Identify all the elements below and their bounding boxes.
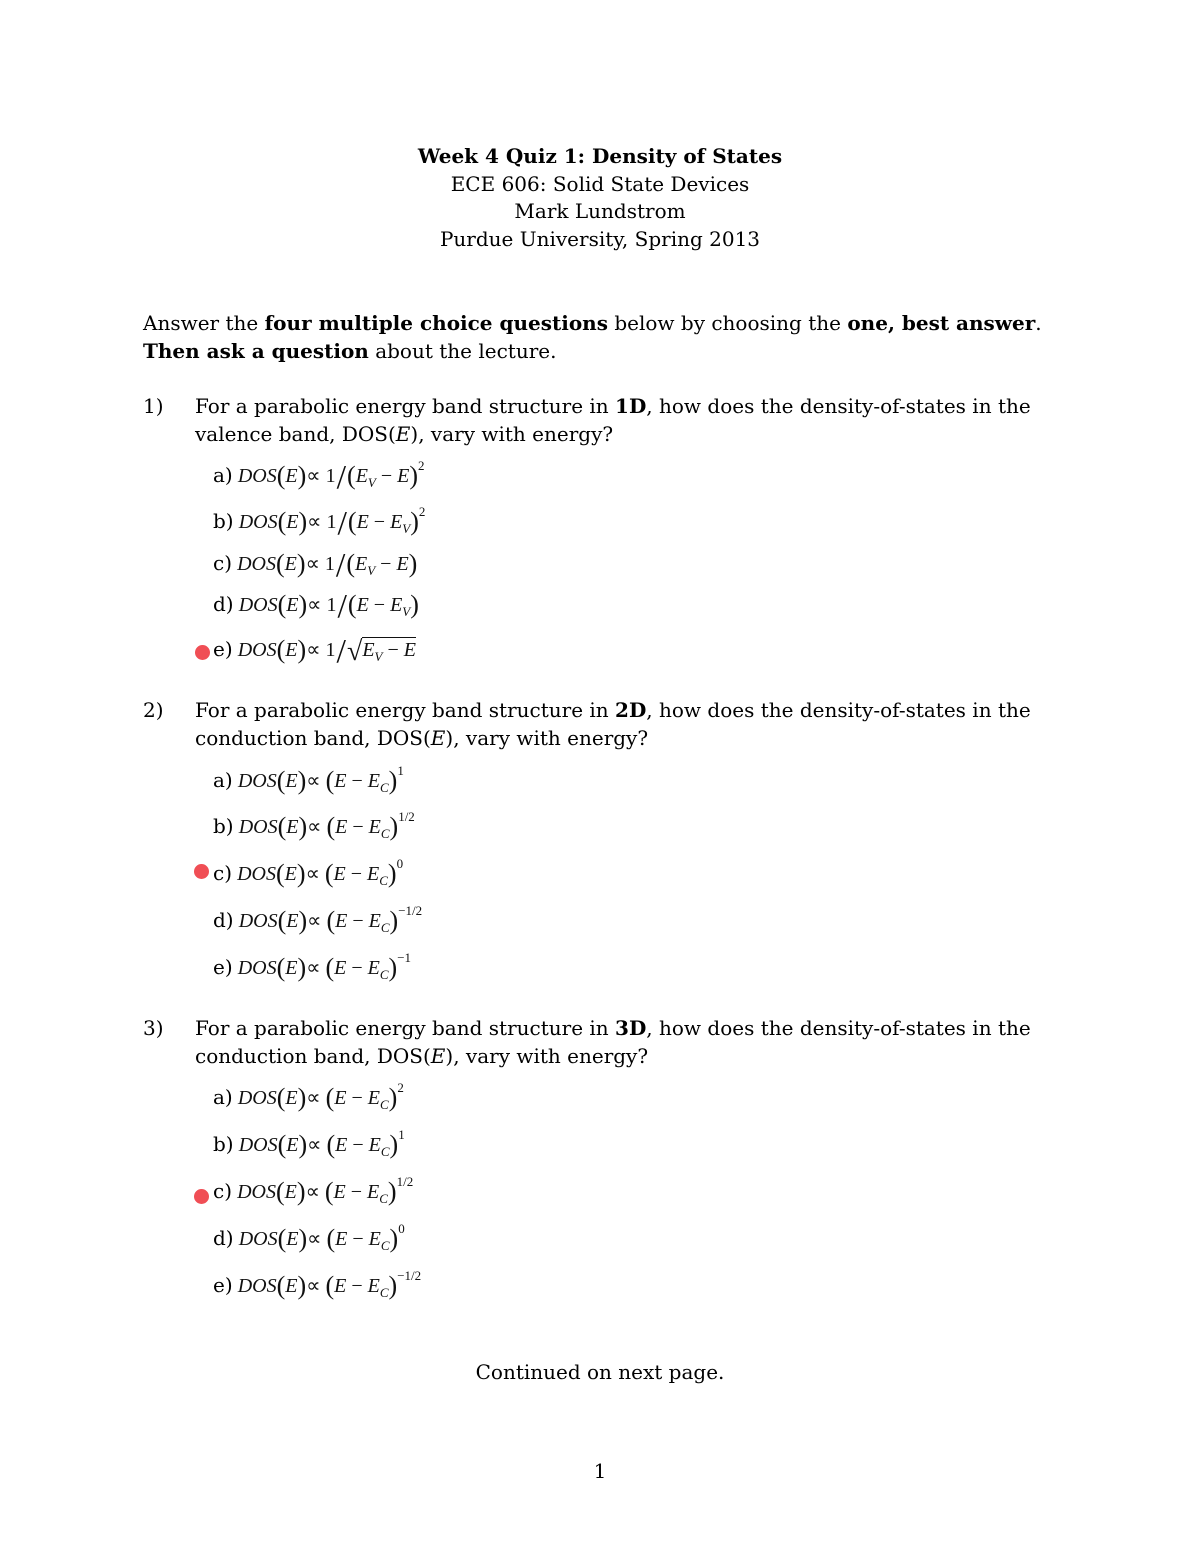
option-letter: a): [213, 768, 233, 792]
option-letter: e): [213, 955, 233, 979]
q2-text-f: ), vary with energy?: [445, 726, 649, 750]
q1-option-e[interactable]: [213, 633, 416, 671]
question-3-number: 3): [143, 1016, 164, 1040]
question-2-number: 2): [143, 698, 164, 722]
answer-marker: [194, 864, 209, 879]
course-title: ECE 606: Solid State Devices: [450, 171, 750, 196]
q2-text-d: conduction band, DOS(: [195, 726, 431, 750]
dos-formula: $DOS(E)\propto (E - E_C)^0$: [238, 1221, 405, 1253]
dos-formula: $DOS(E)\propto (E - E_C)^{1/2}$: [237, 1174, 414, 1206]
instr-text-4: about the lecture.: [368, 339, 557, 363]
q3-text-f: ), vary with energy?: [445, 1044, 649, 1068]
instr-bold-2: one, best answer: [847, 311, 1036, 335]
q3-text-d: conduction band, DOS(: [195, 1044, 431, 1068]
option-letter: c): [213, 551, 233, 575]
continued-note: Continued on next page.: [475, 1360, 725, 1384]
dos-formula: $DOS(E)\propto (E - E_C)^1$: [238, 1127, 405, 1159]
q3-option-d[interactable]: [213, 1221, 405, 1254]
q1-dimension: 1D: [615, 394, 647, 418]
option-letter: c): [213, 861, 233, 885]
q2-text-e: E: [430, 726, 446, 750]
answer-marker: [195, 645, 210, 660]
option-letter: e): [213, 1273, 233, 1297]
quiz-title: Week 4 Quiz 1: Density of States: [417, 144, 783, 168]
instr-text-2: below by choosing the: [607, 311, 848, 335]
q2-option-a[interactable]: [213, 763, 404, 796]
q3-option-c[interactable]: [213, 1174, 413, 1207]
dos-formula: $DOS(E)\propto 1/(E - E_V)^2$: [238, 504, 426, 542]
question-2-text: [195, 696, 1031, 752]
option-letter: b): [213, 509, 234, 533]
q3-option-b[interactable]: [213, 1127, 405, 1160]
instructions: [143, 309, 1042, 365]
dos-formula: $DOS(E)\propto (E - E_C)^{1/2}$: [238, 809, 415, 841]
q2-option-d[interactable]: [213, 903, 422, 936]
dos-formula: $DOS(E)\propto 1/(E_V - E)$: [237, 547, 418, 584]
q1-text-d: valence band, DOS(: [195, 422, 396, 446]
dos-formula: $DOS(E)\propto 1/√E_V - E$: [237, 633, 416, 670]
q1-text-c: , how does the density-of-states in the: [646, 394, 1031, 418]
dos-formula: $DOS(E)\propto 1/(E_V - E)^2$: [237, 458, 425, 496]
option-letter: d): [213, 908, 234, 932]
q1-option-c[interactable]: [213, 547, 417, 585]
q2-option-b[interactable]: [213, 809, 415, 842]
dos-formula: $DOS(E)\propto (E - E_C)^2$: [237, 1080, 404, 1112]
instructions-line-2: [143, 337, 1042, 365]
instructions-line-1: [143, 309, 1042, 337]
q2-text-a: For a parabolic energy band structure in: [195, 698, 616, 722]
q2-dimension: 2D: [615, 698, 647, 722]
option-letter: b): [213, 814, 234, 838]
dos-formula: $DOS(E)\propto (E - E_C)^{-1}$: [237, 950, 412, 982]
option-letter: d): [213, 1226, 234, 1250]
document-header: [0, 143, 1200, 253]
dos-formula: $DOS(E)\propto (E - E_C)^{-1/2}$: [237, 1268, 422, 1300]
q3-dimension: 3D: [615, 1016, 647, 1040]
q3-option-a[interactable]: [213, 1080, 404, 1113]
dos-formula: $DOS(E)\propto (E - E_C)^1$: [237, 763, 404, 795]
institution: Purdue University, Spring 2013: [439, 226, 761, 251]
q1-option-b[interactable]: [213, 504, 425, 543]
option-letter: e): [213, 637, 233, 661]
option-letter: a): [213, 1085, 233, 1109]
dos-formula: $DOS(E)\propto (E - E_C)^{-1/2}$: [238, 903, 423, 935]
question-3-text: [195, 1014, 1031, 1070]
answer-marker: [194, 1189, 209, 1204]
instr-bold-3: Then ask a question: [143, 339, 369, 363]
question-1-text: [195, 392, 1031, 448]
option-letter: d): [213, 592, 234, 616]
instr-text-3: .: [1035, 311, 1042, 335]
page-number: 1: [593, 1459, 607, 1483]
option-letter: a): [213, 463, 233, 487]
instr-bold-1: four multiple choice questions: [264, 311, 608, 335]
question-1-number: 1): [143, 394, 164, 418]
q1-text-e: E: [395, 422, 411, 446]
q2-option-c[interactable]: [213, 856, 403, 889]
dos-formula: $DOS(E)\propto 1/(E - E_V)$: [238, 588, 419, 625]
q3-text-c: , how does the density-of-states in the: [646, 1016, 1031, 1040]
dos-formula: $DOS(E)\propto (E - E_C)^0$: [237, 856, 404, 888]
option-letter: c): [213, 1179, 233, 1203]
q1-option-d[interactable]: [213, 588, 419, 626]
q1-text-f: ), vary with energy?: [410, 422, 614, 446]
instr-text-1: Answer the: [143, 311, 265, 335]
q3-option-e[interactable]: [213, 1268, 421, 1301]
q2-text-c: , how does the density-of-states in the: [646, 698, 1031, 722]
q1-option-a[interactable]: [213, 458, 425, 497]
author-name: Mark Lundstrom: [514, 199, 686, 223]
option-letter: b): [213, 1132, 234, 1156]
q1-text-a: For a parabolic energy band structure in: [195, 394, 616, 418]
q2-option-e[interactable]: [213, 950, 411, 983]
q3-text-e: E: [430, 1044, 446, 1068]
q3-text-a: For a parabolic energy band structure in: [195, 1016, 616, 1040]
